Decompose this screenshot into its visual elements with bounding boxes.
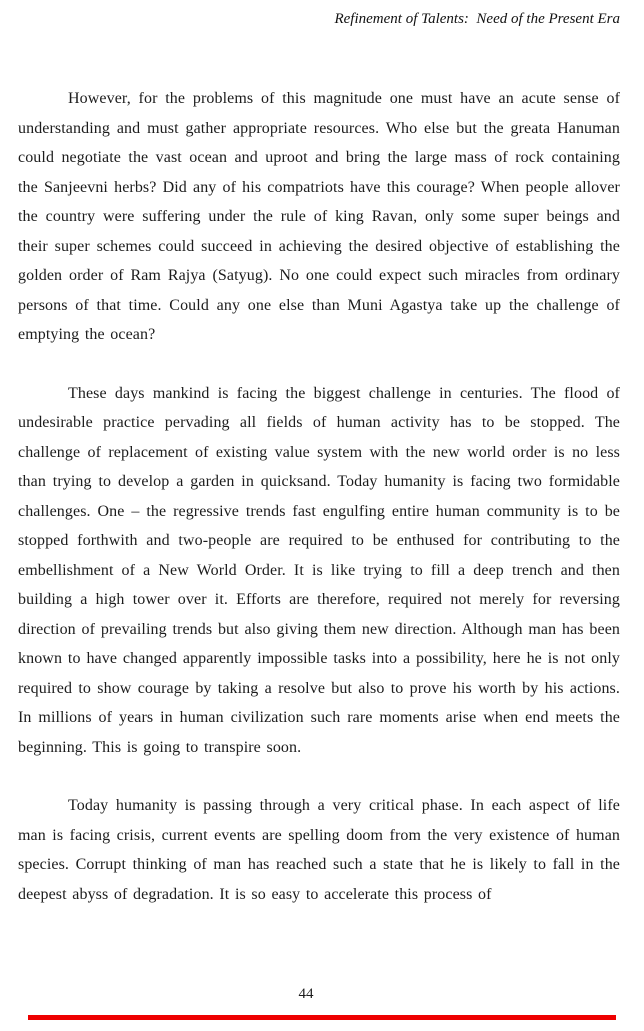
footer-rule [28, 1015, 616, 1020]
page-body [18, 84, 620, 909]
running-header: Refinement of Talents: Need of the Present Era [334, 11, 620, 27]
paragraph-3: Today humanity is passing through a very critical phase. In each aspect of life man is facing crisis, current events are spelling doom from the very existence of human species. Corrupt thinking of man has reached such a state that he is likely to fall in the deepest abyss of degradation. It is so easy to accelerate this process of [18, 797, 620, 903]
page-number: 44 [298, 986, 314, 1002]
page-footer [0, 986, 644, 1031]
paragraph-1: However, for the problems of this magnitude one must have an acute sense of understanding and must gather appropriate resources. Who else but the greata Hanuman could negotiate the vast ocean and uproot and bring the large mass of rock containing the Sanjeevni herbs? Did any of his compatriots have this courage? When people allover the country were suffering under the rule of king Ravan, only some super beings and their super schemes could succeed in achieving the desired objective of establishing the golden order of Ram Rajya (Satyug). No one could expect such miracles from ordinary persons of that time. Could any one else than Muni Agastya take up the challenge of emptying the ocean? [18, 90, 620, 343]
paragraph-2: These days mankind is facing the biggest challenge in centuries. The flood of undesirable practice pervading all fields of human activity has to be stopped. The challenge of replacement of existing value system with the new world order is no less than trying to develop a garden in quicksand. Today humanity is facing two formidable challenges. One – the regressive trends fast engulfing entire human community is to be stopped forthwith and two-people are required to be enthused for contributing to the embellishment of a New World Order. It is like trying to fill a deep trench and then building a high tower over it. Efforts are therefore, required not merely for reversing direction of prevailing trends but also giving them new direction. Although man has been known to have changed apparently impossible tasks into a possibility, here he is not only required to show courage by taking a resolve but also to prove his worth by his actions. In millions of years in human civilization such rare moments arise when end meets the beginning. This is going to transpire soon. [18, 384, 620, 756]
